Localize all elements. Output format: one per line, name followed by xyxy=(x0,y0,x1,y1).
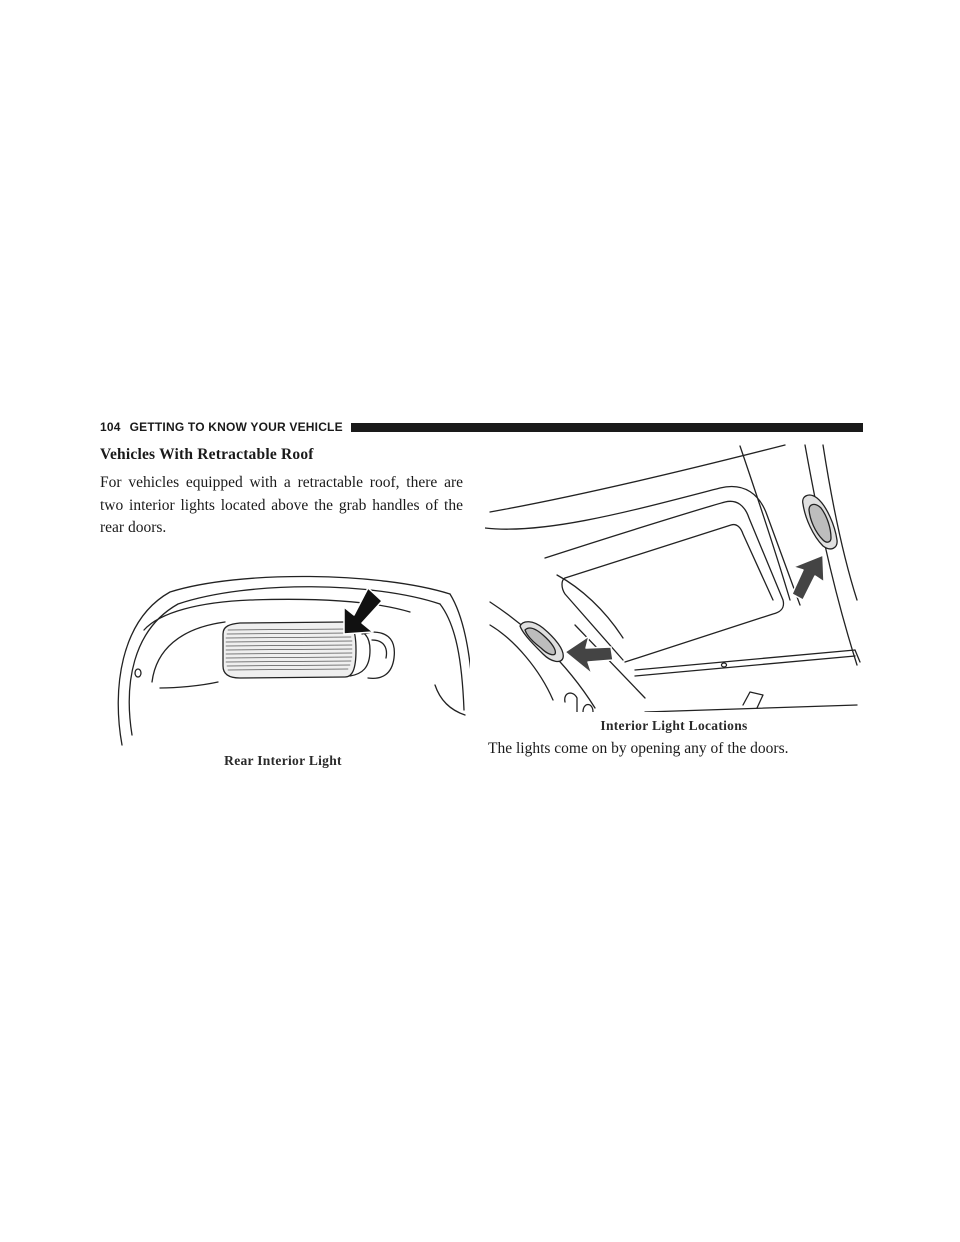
page-header xyxy=(100,418,863,436)
rear-light-caption: Rear Interior Light xyxy=(224,753,342,768)
light-locations-caption: Interior Light Locations xyxy=(600,718,748,733)
grab-handle-drawing xyxy=(118,576,470,745)
arrow-icon xyxy=(565,636,613,674)
arrow-icon xyxy=(344,588,382,634)
arrow-icon xyxy=(792,555,824,600)
page-number: 104 xyxy=(100,420,121,434)
rear-interior-light-figure xyxy=(100,570,470,750)
running-title: GETTING TO KNOW YOUR VEHICLE xyxy=(129,420,343,434)
intro-paragraph: For vehicles equipped with a retractable roof, there are two interior lights located above the grab handles of the rear doors. xyxy=(100,474,463,536)
header-rule xyxy=(351,423,863,432)
interior-light-locations-figure xyxy=(485,440,863,712)
body-paragraph: The lights come on by opening any of the doors. xyxy=(488,740,789,757)
section-title: Vehicles With Retractable Roof xyxy=(100,446,314,463)
